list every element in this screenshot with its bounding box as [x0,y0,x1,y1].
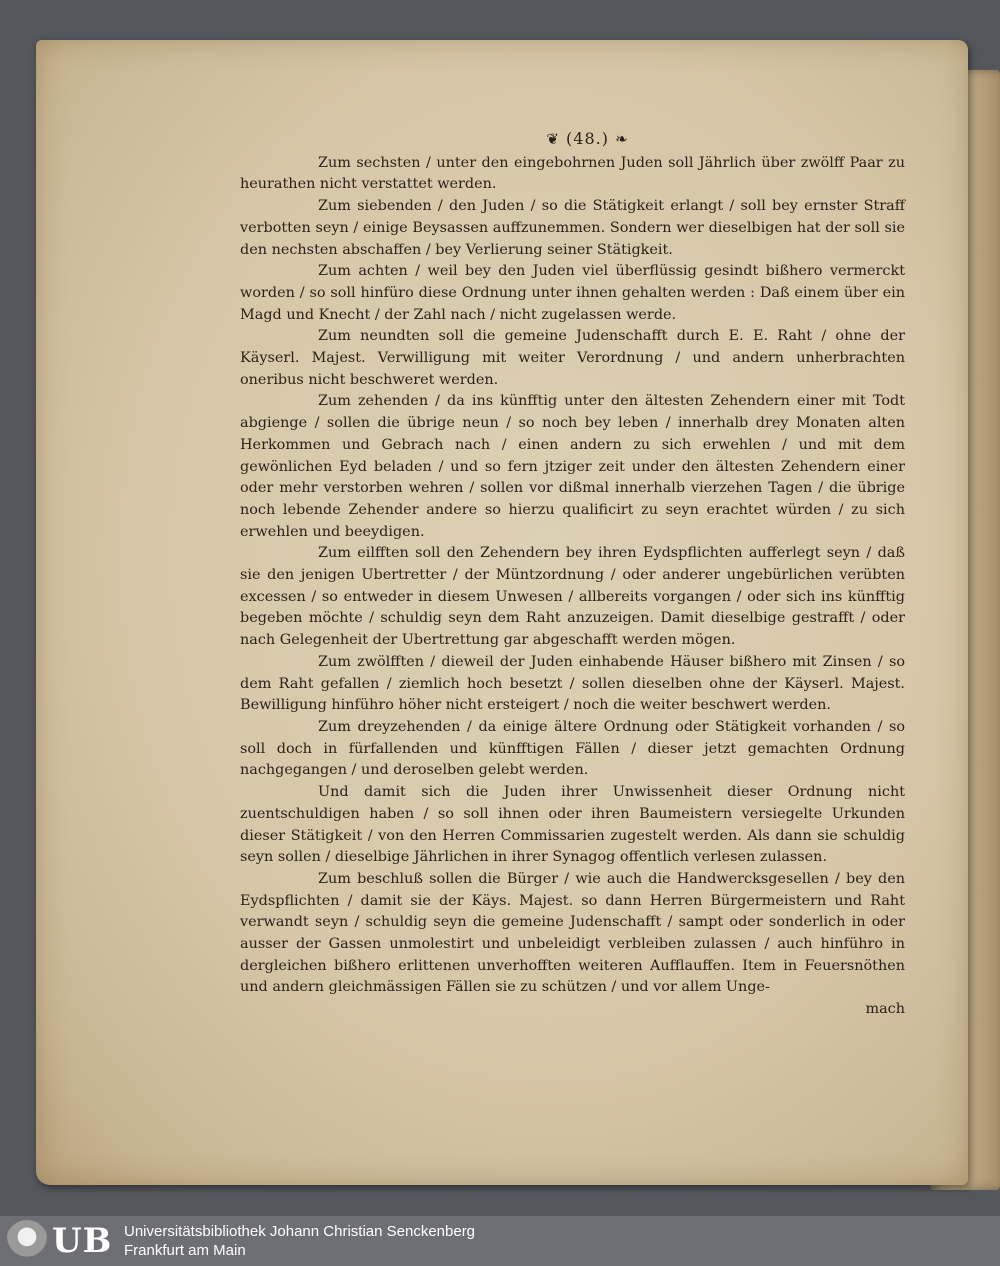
catchword: mach [865,1001,905,1018]
paragraph-zehenden: Zum zehenden / da ins künfftig unter den ältesten Zehendern einer mit Todt abgienge / sollen die übrige neun / so noch bey leben / innerhalb drey Monaten alten Herkommen und Gebrach nach / einen andern zu sich erwehlen / und mit dem gewönlichen Eyd beladen / und so fern jtziger zeit under den ältesten Zehendern einer oder mehr verstorben wehren / sollen vor dißmal innerhalb vierzehen Tagen / die übrige noch lebende Zehender andere so hierzu qualificirt zu seyn erachtet würden / zu sich erwehlen und beeydigen. [240,393,905,540]
paragraph-neundten: Zum neundten soll die gemeine Judenschafft durch E. E. Raht / ohne der Käyserl. Majest. Verwilligung mit weiter Verordnung / und andern unherbrachten oneribus nicht beschweret werden. [240,328,905,388]
senckenberg-portrait-icon [6,1220,48,1262]
paragraph-unwissenheit: Und damit sich die Juden ihrer Unwissenheit dieser Ordnung nicht zuentschuldigen haben / so soll ihnen oder ihren Baumeistern versiegelte Urkunden dieser Stätigkeit / von den Herren Commissarien zugestelt werden. Als dann sie schuldig seyn sollen / dieselbige Jährlichen in ihrer Synagog offentlich verlesen zulassen. [240,784,905,866]
paragraph-beschluss: Zum beschluß sollen die Bürger / wie auch die Handwercksgesellen / bey den Eydspflichten / damit sie der Käys. Majest. so dann Herren Bürgermeistern und Raht verwandt seyn / schuldig seyn die gemeine Judenschafft / sampt oder sonderlich in oder ausser der Gassen unmolestirt und unbeleidigt verbleiben zulassen / auch hinführo in dergleichen bißhero erlittenen unverhofften weiteren Aufflauffen. Item in Feuersnöthen und andern gleichmässigen Fällen sie zu schützen / und vor allem Unge- [240,870,905,996]
ornament-right-icon: ❧ [615,130,629,148]
paragraph-eilfften: Zum eilfften soll den Zehendern bey ihren Eydspflichten aufferlegt seyn / daß sie den jenigen Ubertretter / der Müntzordnung / oder anderer ungebürlichen verübten excessen / so entweder in diesem Unwesen / allbereits vorgangen / oder sich ins künfftig begeben möchte / schuldig seyn dem Raht anzuzeigen. Damit dieselbige gestrafft / oder nach Gelegenheit der Ubertrettung gar abgeschafft werden mögen. [240,545,905,649]
library-logo[interactable] [6,1220,116,1262]
institution-line-1: Universitätsbibliothek Johann Christian Senckenberg [124,1223,476,1240]
page-text [240,128,905,1021]
paragraph-achten: Zum achten / weil bey den Juden viel überflüssig gesindt bißhero vermerckt worden / so soll hinfüro diese Ordnung unter ihnen gehalten werden : Daß einem über ein Magd und Knecht / der Zahl nach / nicht zugelassen werde. [240,263,905,323]
logo-text: UB [52,1221,113,1261]
paragraph-sechsten: Zum sechsten / unter den eingebohrnen Juden soll Jährlich über zwölff Paar zu heurathen nicht verstattet werden. [240,154,905,193]
paragraph-dreyzehenden: Zum dreyzehenden / da einige ältere Ordnung oder Stätigkeit vorhanden / so soll doch in fürfallenden und künfftigen Fällen / dieser jetzt gemachten Ordnung nachgegangen / und deroselben gelebt werden. [240,718,905,779]
institution-name [124,1222,475,1260]
paragraph-siebenden: Zum siebenden / den Juden / so die Stätigkeit erlangt / soll bey ernster Straff verbotten seyn / einige Beysassen auffzunemmen. Sondern wer dieselbigen hat der soll sie den nechsten abschaffen / bey Verlierung seiner Stätigkeit. [240,198,905,258]
paragraph-zwoelfften: Zum zwölfften / dieweil der Juden einhabende Häuser bißhero mit Zinsen / so dem Raht gefallen / ziemlich hoch besetzt / sollen dieselben ohne der Käyserl. Majest. Bewilligung hinführo höher nicht ersteigert / noch die weiter beschwert werden. [240,653,905,714]
footer-bar [0,1216,1000,1266]
page-number: (48.) [566,129,609,148]
ornament-left-icon: ❦ [546,130,560,148]
page-number-line [270,128,905,151]
institution-line-2: Frankfurt am Main [124,1242,246,1259]
